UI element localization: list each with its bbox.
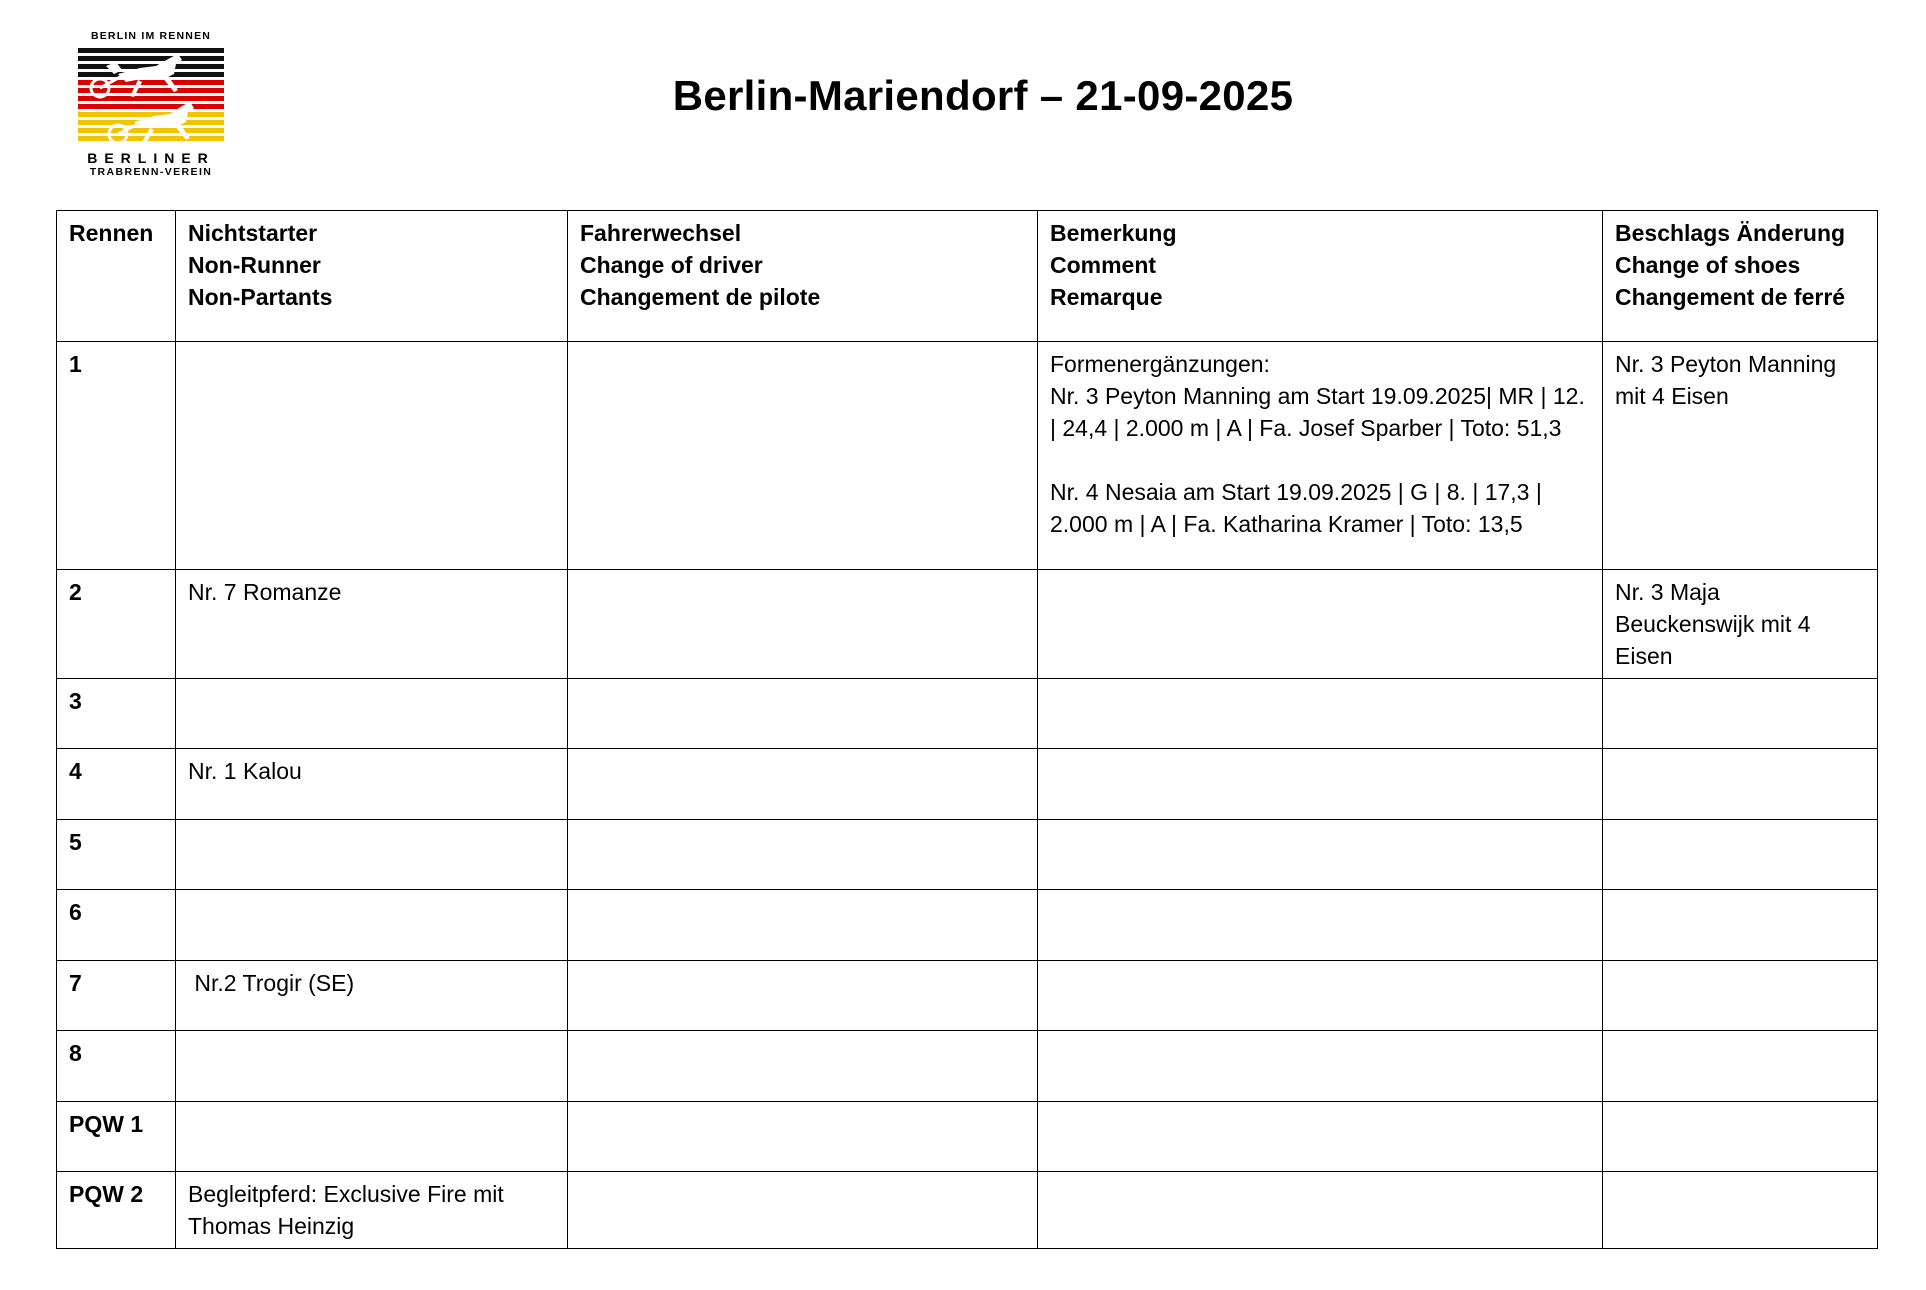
comment-cell <box>1038 679 1603 749</box>
shoes-change-cell: Nr. 3 Maja Beuckenswijk mit 4 Eisen <box>1603 570 1878 679</box>
table-row <box>57 820 1878 890</box>
race-changes-table <box>56 210 1878 1249</box>
driver-change-cell <box>568 1031 1038 1102</box>
shoes-change-cell <box>1603 1031 1878 1102</box>
header-shoes-en: Change of shoes <box>1615 252 1801 278</box>
race-number: 8 <box>57 1031 176 1102</box>
header-driver <box>568 211 1038 342</box>
driver-change-cell <box>568 1102 1038 1172</box>
comment-form-entry: Nr. 3 Peyton Manning am Start 19.09.2025| MR | 12. | 24,4 | 2.000 m | A | Fa. Josef Sparber | Toto: 51,3 <box>1050 383 1585 441</box>
table-row <box>57 1172 1878 1249</box>
shoes-change-cell <box>1603 1172 1878 1249</box>
header-shoes-fr: Changement de ferré <box>1615 284 1846 310</box>
header-shoes <box>1603 211 1878 342</box>
header-comment-de: Bemerkung <box>1050 220 1177 246</box>
header-nonrunner-fr: Non-Partants <box>188 284 333 310</box>
header-race: Rennen <box>57 211 176 342</box>
driver-change-cell <box>568 961 1038 1031</box>
table-row <box>57 890 1878 961</box>
table-row <box>57 961 1878 1031</box>
comment-cell <box>1038 1172 1603 1249</box>
driver-change-cell <box>568 342 1038 570</box>
table-row <box>57 749 1878 820</box>
comment-cell <box>1038 961 1603 1031</box>
header-driver-en: Change of driver <box>580 252 763 278</box>
nonrunner-cell <box>176 820 568 890</box>
logo-stripe <box>78 48 224 53</box>
nonrunner-cell: Nr.2 Trogir (SE) <box>176 961 568 1031</box>
nonrunner-cell <box>176 1031 568 1102</box>
table-row <box>57 1031 1878 1102</box>
shoes-change-cell <box>1603 961 1878 1031</box>
comment-cell <box>1038 820 1603 890</box>
race-number: 6 <box>57 890 176 961</box>
comment-cell <box>1038 1102 1603 1172</box>
driver-change-cell <box>568 820 1038 890</box>
header-nonrunner-en: Non-Runner <box>188 252 321 278</box>
shoes-change-cell <box>1603 890 1878 961</box>
driver-change-cell <box>568 679 1038 749</box>
table-row <box>57 570 1878 679</box>
nonrunner-cell: Begleitpferd: Exclusive Fire mit Thomas Heinzig <box>176 1172 568 1249</box>
header-driver-fr: Changement de pilote <box>580 284 821 310</box>
race-number: PQW 2 <box>57 1172 176 1249</box>
driver-change-cell <box>568 1172 1038 1249</box>
shoes-change-cell <box>1603 749 1878 820</box>
nonrunner-cell <box>176 679 568 749</box>
header-shoes-de: Beschlags Änderung <box>1615 220 1846 246</box>
driver-change-cell <box>568 890 1038 961</box>
header-comment <box>1038 211 1603 342</box>
race-number: 4 <box>57 749 176 820</box>
logo-stripe <box>78 56 224 61</box>
comment-title: Formenergänzungen: <box>1050 351 1270 377</box>
header-row <box>57 211 1878 342</box>
driver-change-cell <box>568 749 1038 820</box>
header-driver-de: Fahrerwechsel <box>580 220 742 246</box>
shoes-change-cell: Nr. 3 Peyton Manning mit 4 Eisen <box>1603 342 1878 570</box>
header-comment-en: Comment <box>1050 252 1157 278</box>
nonrunner-cell <box>176 1102 568 1172</box>
shoes-change-cell <box>1603 820 1878 890</box>
nonrunner-cell: Nr. 7 Romanze <box>176 570 568 679</box>
table-row <box>57 679 1878 749</box>
table-row <box>57 342 1878 570</box>
race-number: 1 <box>57 342 176 570</box>
header-nonrunner <box>176 211 568 342</box>
logo-stripe <box>78 136 224 141</box>
nonrunner-cell: Nr. 1 Kalou <box>176 749 568 820</box>
race-number: PQW 1 <box>57 1102 176 1172</box>
header-nonrunner-de: Nichtstarter <box>188 220 318 246</box>
race-number: 5 <box>57 820 176 890</box>
comment-cell <box>1038 890 1603 961</box>
table-row <box>57 1102 1878 1172</box>
comment-cell <box>1038 570 1603 679</box>
nonrunner-cell <box>176 890 568 961</box>
page-title: Berlin-Mariendorf – 21-09-2025 <box>672 72 1294 119</box>
shoes-change-cell <box>1603 1102 1878 1172</box>
logo-bottom-text-2: TRABRENN-VEREIN <box>89 166 213 178</box>
comment-spacer <box>1050 444 1590 476</box>
shoes-change-cell <box>1603 679 1878 749</box>
logo-bottom-text-1: BERLINER <box>87 150 215 166</box>
nonrunner-cell <box>176 342 568 570</box>
comment-form-entry: Nr. 4 Nesaia am Start 19.09.2025 | G | 8. | 17,3 | 2.000 m | A | Fa. Katharina Kramer | Toto: 13,5 <box>1050 479 1542 537</box>
header-comment-fr: Remarque <box>1050 284 1163 310</box>
race-number: 2 <box>57 570 176 679</box>
race-number: 7 <box>57 961 176 1031</box>
comment-cell <box>1038 749 1603 820</box>
logo-top-text: BERLIN IM RENNEN <box>90 30 212 42</box>
comment-cell <box>1038 342 1603 570</box>
race-number: 3 <box>57 679 176 749</box>
driver-change-cell <box>568 570 1038 679</box>
comment-cell <box>1038 1031 1603 1102</box>
